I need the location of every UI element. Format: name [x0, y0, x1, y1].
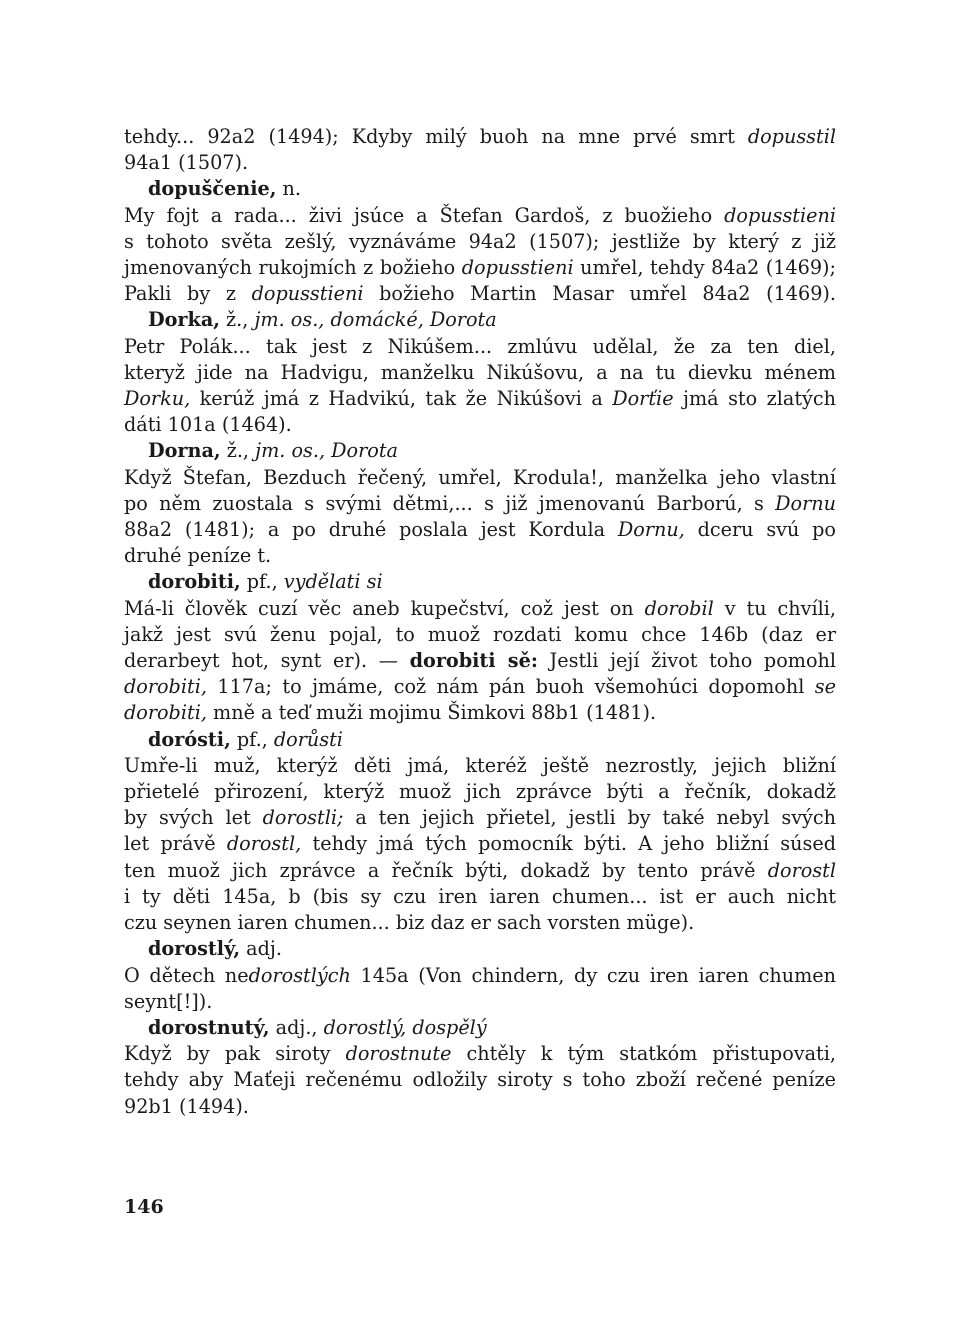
text-span: s tohoto světa zešlý, vyznáváme 94a2 (1507); jestliže by který z již: [124, 229, 836, 253]
italic-text: dorobiti,: [124, 701, 207, 725]
text-span: Umře-li muž, kterýž děti jmá, kteréž ještě nezrostly, jejich bližní: [124, 753, 836, 777]
headword: dorobiti sě:: [409, 649, 538, 673]
text-span: pf.,: [240, 570, 284, 594]
text-span: po něm zuostala s svými dětmi,... s již jmenovanú Barború, s: [124, 491, 776, 515]
text-line: [124, 334, 836, 360]
italic-text: Dorku,: [124, 387, 191, 411]
text-span: let právě: [124, 832, 227, 856]
headword: dorósti,: [148, 727, 231, 751]
text-span: My fojt a rada... živi jsúce a Štefan Gardoš, z buožieho: [124, 203, 725, 227]
text-line: [124, 779, 836, 805]
italic-text: dorostlých: [248, 963, 351, 987]
italic-text: vydělati si: [283, 570, 383, 594]
text-span: O dětech ne: [124, 963, 249, 987]
italic-text: dorůsti: [273, 727, 343, 751]
text-line: [124, 412, 836, 438]
italic-text: dorostli;: [262, 806, 344, 830]
text-span: tehdy jmá tých pomocník býti. A jeho bližní súsed: [301, 832, 836, 856]
italic-text: jm. os., Dorota: [255, 439, 398, 463]
text-span: kteryž jide na Hadvigu, manželku Nikúšovu, a na tu dievku ménem: [124, 360, 836, 384]
page-number: 146: [124, 1196, 164, 1218]
text-span: tehdy aby Maťeji rečenému odložily siroty s toho zboží rečené peníze: [124, 1068, 836, 1092]
italic-text: dopusstieni: [461, 256, 574, 280]
text-line: [124, 386, 836, 412]
text-line: [124, 700, 836, 726]
text-span: Když Štefan, Bezduch řečený, umřel, Krodula!, manželka jeho vlastní: [124, 465, 836, 489]
text-span: n.: [276, 177, 301, 201]
text-span: druhé peníze t.: [124, 544, 272, 568]
text-line: [124, 963, 836, 989]
text-span: pf.,: [230, 727, 274, 751]
text-line: [124, 753, 836, 779]
text-span: 94a1 (1507).: [124, 151, 249, 175]
text-line: [124, 255, 836, 281]
text-span: jmá sto zlatých: [673, 387, 836, 411]
text-span: tehdy... 92a2 (1494); Kdyby milý buoh na mne prvé smrt: [124, 125, 748, 148]
text-line: [124, 1094, 836, 1120]
italic-text: dorobil: [644, 596, 714, 620]
headword: dorobiti,: [148, 570, 241, 594]
entry-headword-line: [124, 176, 836, 202]
text-span: přietelé přirození, kterýž muož jich zprávce býti a řečník, dokadž: [124, 780, 836, 804]
text-span: ten muož jich zprávce a řečník býti, dokadž by tento právě: [124, 858, 768, 882]
text-span: adj.,: [269, 1015, 324, 1039]
entry-headword-line: [124, 438, 836, 464]
italic-text: dorostl: [767, 858, 836, 882]
text-line: [124, 150, 836, 176]
entry-headword-line: [124, 1015, 836, 1041]
headword: dorostlý,: [148, 937, 241, 961]
text-line: [124, 360, 836, 386]
text-span: czu seynen iaren chumen... biz daz er sach vorsten müge).: [124, 911, 695, 935]
italic-text: dorobiti,: [124, 675, 207, 699]
text-span: jakž jest svú ženu pojal, to muož rozdati komu chce 146b (daz er: [124, 622, 836, 646]
text-line: [124, 910, 836, 936]
entry-headword-line: [124, 569, 836, 595]
text-span: Pakli by z: [124, 282, 252, 306]
entry-headword-line: [124, 727, 836, 753]
text-span: 117a; to jmáme, což nám pán buoh všemohúci dopomohl: [206, 675, 815, 699]
text-line: [124, 884, 836, 910]
text-line: [124, 543, 836, 569]
italic-text: Dorťie: [612, 387, 674, 411]
entry-headword-line: [124, 307, 836, 333]
text-span: chtěly k tým statkóm přistupovati,: [451, 1042, 836, 1066]
text-line: [124, 831, 836, 857]
italic-text: dorostnute: [345, 1042, 452, 1066]
text-span: dáti 101a (1464).: [124, 413, 292, 437]
text-span: v tu chvíli,: [713, 596, 836, 620]
text-span: kerúž jmá z Hadvikú, tak že Nikúšovi a: [190, 387, 613, 411]
text-span: Petr Polák... tak jest z Nikúšem... zmlúvu udělal, že za ten diel,: [124, 334, 836, 358]
text-line: [124, 805, 836, 831]
entry-headword-line: [124, 936, 836, 962]
italic-text: Dornu,: [617, 518, 685, 542]
text-span: i ty děti 145a, b (bis sy czu iren iaren chumen... ist er auch nicht: [124, 884, 836, 908]
italic-text: dorostl,: [226, 832, 302, 856]
headword: Dorka,: [148, 308, 220, 332]
text-span: seynt[!]).: [124, 989, 213, 1013]
text-span: umřel, tehdy 84a2 (1469);: [573, 256, 836, 280]
italic-text: dopusstieni: [724, 203, 836, 227]
text-line: [124, 596, 836, 622]
italic-text: Dornu: [775, 491, 836, 515]
text-span: adj.: [240, 937, 282, 961]
text-line: [124, 1067, 836, 1093]
headword: Dorna,: [148, 439, 221, 463]
text-span: Jestli její život toho pomohl: [537, 649, 836, 673]
text-span: Má-li člověk cuzí věc aneb kupečství, což jest on: [124, 596, 645, 620]
text-line: [124, 648, 836, 674]
text-span: derarbeyt hot, synt er). —: [124, 649, 410, 673]
text-span: by svých let: [124, 806, 263, 830]
text-span: a ten jejich přietel, jestli by také nebyl svých: [343, 806, 836, 830]
text-span: 88a2 (1481); a po druhé poslala jest Kordula: [124, 518, 618, 542]
text-line: [124, 465, 836, 491]
italic-text: jm. os., domácké, Dorota: [254, 308, 497, 332]
text-span: 92b1 (1494).: [124, 1094, 249, 1118]
text-span: mně a teď muži mojimu Šimkovi 88b1 (1481).: [206, 701, 657, 725]
text-span: dceru svú po: [684, 518, 836, 542]
text-line: [124, 622, 836, 648]
text-line: [124, 674, 836, 700]
italic-text: dorostlý, dospělý: [323, 1015, 487, 1039]
text-line: [124, 858, 836, 884]
text-span: jmenovaných rukojmích z božieho: [124, 256, 462, 280]
italic-text: se: [814, 675, 836, 699]
text-span: ž.,: [219, 308, 255, 332]
italic-text: dopusstil: [747, 125, 836, 148]
dictionary-text: [124, 124, 836, 1120]
text-line: [124, 1041, 836, 1067]
headword: dopuščenie,: [148, 177, 277, 201]
text-line: [124, 203, 836, 229]
text-span: božieho Martin Masar umřel 84a2 (1469).: [363, 282, 836, 306]
italic-text: dopusstieni: [251, 282, 364, 306]
text-line: [124, 517, 836, 543]
text-span: Když by pak siroty: [124, 1042, 346, 1066]
text-line: [124, 989, 836, 1015]
text-line: [124, 491, 836, 517]
headword: dorostnutý,: [148, 1015, 270, 1039]
text-span: ž.,: [220, 439, 256, 463]
text-line: [124, 281, 836, 307]
text-line: [124, 124, 836, 150]
text-span: 145a (Von chindern, dy czu iren iaren chumen: [350, 963, 836, 987]
text-line: [124, 229, 836, 255]
